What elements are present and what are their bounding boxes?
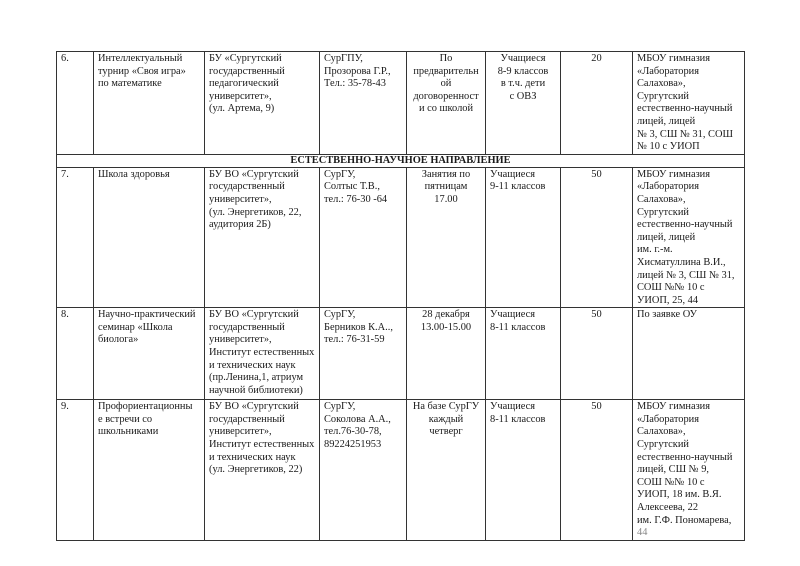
section-title: ЕСТЕСТВЕННО-НАУЧНОЕ НАПРАВЛЕНИЕ xyxy=(57,154,745,167)
schools: По заявке ОУ xyxy=(633,308,745,400)
row-number: 9. xyxy=(57,400,94,541)
schools: МБОУ гимназия «Лаборатория Салахова», Сургутский естественно-научный лицей, лицей им. г.-м. Хисматуллина В.И., лицей № 3, СШ № 31, СОШ №№ 10 с УИОП, 25, 44 xyxy=(633,167,745,308)
event-name: Научно-практический семинар «Школа биолога» xyxy=(94,308,205,400)
event-name: Школа здоровья xyxy=(94,167,205,308)
audience: Учащиеся 8-11 классов xyxy=(486,308,561,400)
organizer: БУ ВО «Сургутский государственный университет», Институт естественных и технических наук (пр.Ленина,1, атриум научной библиотеки) xyxy=(205,308,320,400)
events-table xyxy=(56,51,745,541)
row-number: 8. xyxy=(57,308,94,400)
audience: Учащиеся 8-11 классов xyxy=(486,400,561,541)
participant-count: 50 xyxy=(561,400,633,541)
participant-count: 50 xyxy=(561,167,633,308)
participant-count: 20 xyxy=(561,52,633,155)
audience: Учащиеся 8-9 классов в т.ч. дети с ОВЗ xyxy=(486,52,561,155)
schedule: По предварительн ой договоренност и со школой xyxy=(407,52,486,155)
schedule: Занятия по пятницам 17.00 xyxy=(407,167,486,308)
table-row xyxy=(57,400,745,541)
contact: СурГПУ, Прозорова Г.Р., Тел.: 35-78-43 xyxy=(320,52,407,155)
row-number: 7. xyxy=(57,167,94,308)
schools: МБОУ гимназия «Лаборатория Салахова», Сургутский естественно-научный лицей, лицей № 3, СШ № 31, СОШ № 10 с УИОП xyxy=(633,52,745,155)
schedule: На базе СурГУ каждый четверг xyxy=(407,400,486,541)
row-number: 6. xyxy=(57,52,94,155)
participant-count: 50 xyxy=(561,308,633,400)
contact: СурГУ, Берников К.А.., тел.: 76-31-59 xyxy=(320,308,407,400)
audience: Учащиеся 9-11 классов xyxy=(486,167,561,308)
organizer: БУ «Сургутский государственный педагогический университет», (ул. Артема, 9) xyxy=(205,52,320,155)
contact: СурГУ, Солтыс Т.В., тел.: 76-30 -64 xyxy=(320,167,407,308)
schedule: 28 декабря 13.00-15.00 xyxy=(407,308,486,400)
contact: СурГУ, Соколова А.А., тел.76-30-78, 89224251953 xyxy=(320,400,407,541)
schools-text: МБОУ гимназия «Лаборатория Салахова», Сургутский естественно-научный лицей, СШ № 9, СОШ №№ 10 с УИОП, 18 им. В.Я. Алексеева, 22 им. Г.Ф. Пономарева, xyxy=(637,401,733,526)
table-row xyxy=(57,308,745,400)
organizer: БУ ВО «Сургутский государственный университет», (ул. Энергетиков, 22, аудитория 2Б) xyxy=(205,167,320,308)
organizer: БУ ВО «Сургутский государственный университет», Институт естественных и технических наук (ул. Энергетиков, 22) xyxy=(205,400,320,541)
event-name: Профориентационны е встречи со школьниками xyxy=(94,400,205,541)
table-row xyxy=(57,52,745,155)
section-header-row xyxy=(57,154,745,167)
table-row xyxy=(57,167,745,308)
event-name: Интеллектуальный турнир «Своя игра» по математике xyxy=(94,52,205,155)
schools xyxy=(633,400,745,541)
schools-text-tail: 44 xyxy=(637,527,648,539)
